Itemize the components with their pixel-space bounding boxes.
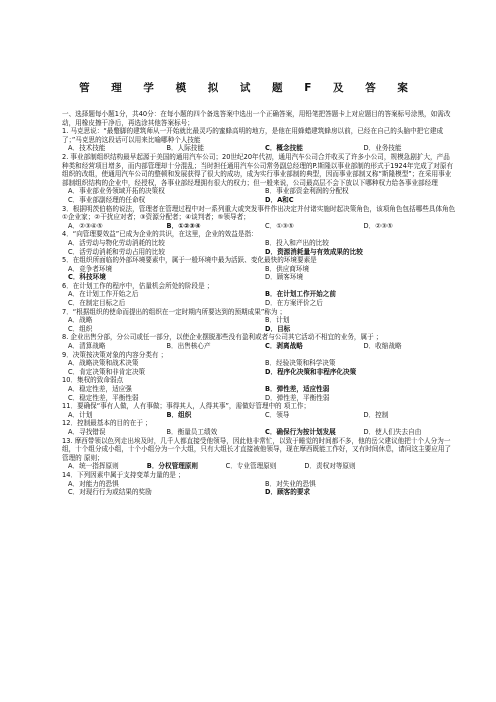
answer-option: B．分权管理原则 [146, 462, 198, 471]
question-block [62, 230, 456, 256]
answer-option: D．业务技能 [363, 144, 402, 153]
answer-option: C．事业部副经理的任命权 [68, 195, 146, 204]
question-block [62, 127, 456, 153]
answer-option: B．计划 [265, 316, 290, 325]
answer-option: B．在计划工作开始之前 [265, 290, 336, 299]
question-block [62, 282, 456, 308]
question-stem: 9．决策按决策对象的内容分类有 ； [62, 350, 168, 359]
answer-option: B．①②③④ [166, 221, 201, 230]
answer-options [62, 239, 456, 256]
answer-option: D．在方案评价之后 [265, 299, 323, 308]
question-stem: 6．在计划工作的程序中，估量机会所处的阶段是 ； [62, 281, 214, 290]
answer-option: D．②③⑤ [363, 221, 393, 230]
answer-option: D．责权对等原则 [304, 462, 356, 471]
answer-option: B．组织 [166, 410, 192, 419]
question-stem: 13. 摩西带领以色列走出埃及时，几千人都直接受他领导，因此他非常忙，以致于睡觉的时间都不多，他的岳父建议他把十个人分为一组，十个组分成小组，十个小组分为一个大组，只有大组长才直接被他领导，现在摩西既能工作好，又有时间休息，请问这主要应用了管理的 原则； [62, 436, 452, 462]
question-stem: 4．“向管理要效益”已成为企业的共识，在这里，企业的效益是指： [62, 230, 258, 239]
answer-option: C．领导 [265, 410, 290, 419]
answer-option: C．活劳动消耗和劳动占用的比较 [68, 247, 165, 256]
answer-option: A．统一指挥原则 [68, 462, 119, 471]
answer-option: B．投入和产出的比较 [265, 238, 329, 247]
answer-option: D．A和C [265, 195, 294, 204]
answer-option: B．弹性差，适应性弱 [265, 385, 330, 393]
answer-options [62, 342, 456, 351]
answer-option: A．对能力的恐惧 [68, 479, 119, 488]
answer-option: B．人际技能 [166, 144, 204, 153]
question-list [62, 110, 456, 497]
answer-option: A．战略决策和战术决策 [68, 359, 139, 368]
question-block [62, 471, 456, 497]
answer-option: B．对失业的恐惧 [265, 479, 316, 488]
answer-option: D．收缩战略 [363, 342, 402, 351]
page-title: 管 理 学 模 拟 试 题 F 及 答 案 [79, 82, 417, 94]
question-stem: 10．集权的致命弱点 [62, 376, 124, 385]
question-block [62, 402, 456, 419]
answer-options [62, 144, 456, 153]
question-block [62, 256, 456, 282]
question-stem: 8. 企业出售分部，分公司或任一部分，以使企业摆脱那些没有盈利或者与公司其它活动不相宜的业务，属于 ； [62, 333, 383, 342]
question-stem: 11．要确保“事有人做，人有事做；事得其人，人得其事”，需做好管理中的 项工作； [62, 402, 311, 411]
answer-options [62, 290, 456, 307]
answer-option: C．稳定性差，平衡性弱 [68, 393, 139, 402]
answer-option: A．计划 [68, 410, 93, 419]
answer-option: C．概念技能 [265, 144, 303, 153]
question-block [62, 153, 456, 205]
answer-option: C．对现行行为或结果的奖励 [68, 488, 152, 497]
answer-option: A．清算战略 [68, 342, 106, 351]
answer-option: D．使人们失去自由 [363, 427, 422, 436]
answer-option: C．肯定决策和非肯定决策 [68, 367, 146, 376]
answer-option: A．寻找错误 [68, 427, 106, 436]
answer-options [62, 265, 456, 282]
answer-options [62, 428, 456, 437]
question-stem: 2. 事业部制组织结构最早起源于美国的通用汽车公司；20世纪20年代初，通用汽车公司合并收买了许多小公司，规模急剧扩大，产品种类和经营项目增多，而内部管理却十分混乱；当时担任通用汽车公司常务副总经理的P.斯隆以事业部制的形式于1924年完成了对原有组织的改组，使通用汽车公司的整顿和发展获得了很大的成功，成为实行事业部制的典型，因而事业部制又称“斯隆模型”；在采用事业部制组织结构的企业中，经授权，各事业部经理拥有很大的权力；但一般来说，公司最高层不会下放以下哪种权力给各事业部经理 [62, 152, 454, 187]
answer-option: C．组织 [68, 324, 93, 333]
answer-options [62, 187, 456, 204]
answer-option: A．竞争者环境 [68, 264, 113, 273]
answer-option: B．供应商环境 [265, 264, 310, 273]
answer-option: C．专业管理原则 [225, 462, 277, 471]
question-stem: 7．“根据组织的使命而提出的组织在一定时期内所要达到的预期成果”称为 ； [62, 307, 287, 316]
question-stem: 3．根据明茨伯格的说法，管理者在管理过程中对一系列重大或突发事件作出决定并付诸实施时起决策角色，该项角色包括哪些具体角色 ①企业家；②干扰应对者；③资源分配者；④谈判者；⑤领导者； [62, 204, 456, 222]
question-block [62, 308, 456, 334]
answer-options [62, 359, 456, 376]
answer-option: B．事业部资金利润的分配权 [265, 187, 349, 196]
answer-option: A．战略 [68, 316, 93, 325]
answer-option: C．①③⑤ [265, 221, 294, 230]
question-block [62, 333, 456, 350]
answer-options [62, 316, 456, 333]
question-block [62, 351, 456, 377]
answer-option: C．科技环境 [68, 273, 106, 282]
answer-options [62, 385, 456, 402]
answer-option: B．出售核心产 [166, 342, 211, 351]
question-block [62, 205, 456, 231]
answer-option: A．在计划工作开始之后 [68, 290, 139, 299]
answer-options [62, 480, 456, 497]
answer-options [62, 462, 456, 471]
question-stem: 1. 马克思说：“最蹩脚的建筑师从一开始就比最灵巧的蜜蜂高明的地方，是他在用蜂蜡建筑蜂房以前，已经在自己的头脑中把它建成了；”马克思的这段话可以用来比喻哪种个人技能 [62, 127, 444, 144]
answer-option: D．控制 [363, 410, 389, 419]
answer-option: A．技术技能 [68, 144, 106, 153]
question-stem: 14．下列因素中属于支持变革力量的是 ； [62, 470, 185, 479]
answer-option: D．弹性差，平衡性弱 [265, 393, 330, 402]
question-block [62, 376, 456, 402]
answer-option: D．目标 [265, 324, 291, 333]
answer-option: D．顾客环境 [265, 273, 304, 282]
answer-option: A．稳定性差，适应强 [68, 385, 132, 393]
answer-option: C．在制定目标之后 [68, 299, 126, 308]
question-block [62, 419, 456, 436]
answer-option: A．活劳动与物化劳动消耗的比较 [68, 238, 165, 247]
answer-option: C．确保行为按计划发展 [265, 427, 336, 436]
answer-option: B．经验决策和科学决策 [265, 359, 336, 368]
question-stem: 5．在组织所面临的外部环境要素中，属于一般环境中最为活跃、变化最快的环境要素是 [62, 256, 317, 265]
answer-option: B．衡量员工绩效 [166, 427, 218, 436]
question-block [62, 437, 456, 471]
answer-option: D．资源消耗量与有效成果的比较 [265, 247, 363, 256]
answer-option: A．②③④⑤ [68, 221, 103, 230]
question-stem: 12．控制最基本的目的在于 ； [62, 419, 152, 428]
answer-option: D．程序化决策和非程序化决策 [265, 367, 357, 376]
answer-option: C．剥离战略 [265, 342, 303, 351]
answer-option: A．事业部业务领域开拓的决策权 [68, 187, 165, 196]
answer-option: D．顾客的要求 [265, 488, 311, 497]
intro-text: 一、选择题每小题1分，共40分：在每小题的四个备选答案中选出一个正确答案，用铅笔把答题卡上对应题目的答案标号涂黑，如需改动，用橡皮擦干净后，再选涂其他答案标号； [62, 110, 451, 127]
